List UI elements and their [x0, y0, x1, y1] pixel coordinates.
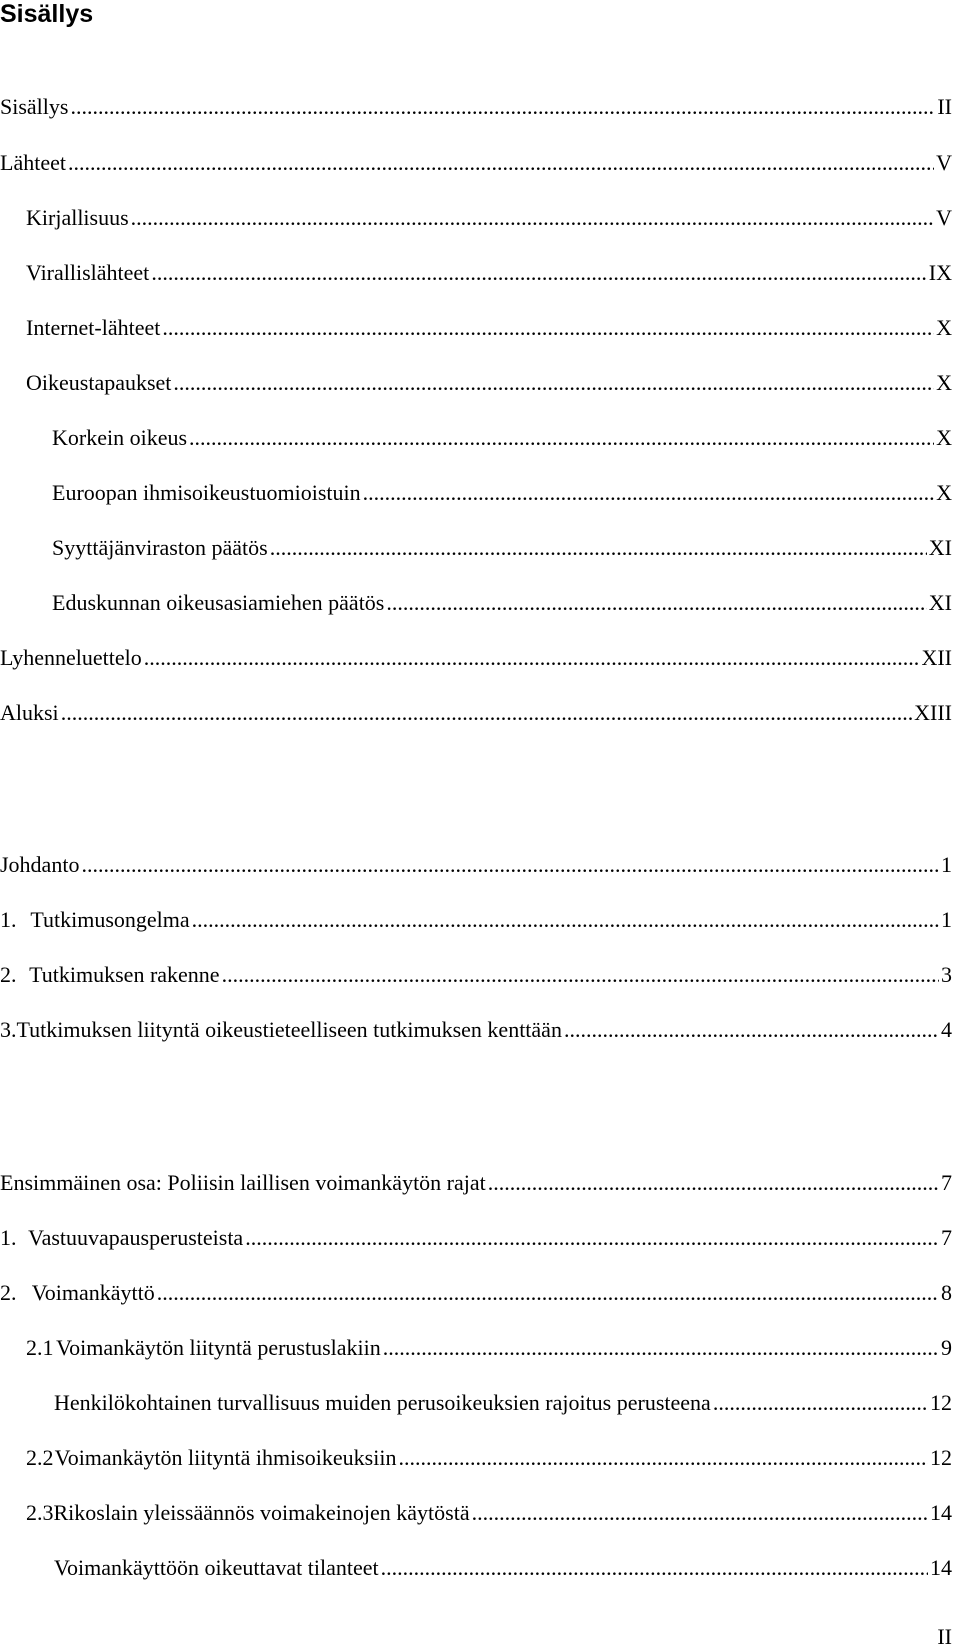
- toc-entry-label: Lähteet: [0, 150, 66, 175]
- toc-entry-label: Aluksi: [0, 700, 59, 725]
- page-number: II: [937, 1624, 952, 1649]
- toc-entry-page: 3: [941, 962, 952, 987]
- toc-entry[interactable]: [52, 478, 952, 508]
- toc-entry-page: XI: [928, 590, 952, 615]
- toc-entry[interactable]: [26, 1333, 952, 1363]
- toc-entry-label: Tutkimuksen rakenne: [29, 962, 220, 987]
- toc-leader-dots: [144, 643, 920, 673]
- toc-leader-dots: [192, 905, 939, 935]
- toc-leader-dots: [245, 1223, 939, 1253]
- toc-leader-dots: [386, 588, 926, 618]
- toc-entry-number: 2.: [0, 962, 17, 987]
- toc-entry-label: Eduskunnan oikeusasiamiehen päätös: [52, 590, 385, 615]
- toc-entry[interactable]: [0, 1223, 952, 1253]
- toc-entry[interactable]: [0, 1168, 952, 1198]
- toc-entry[interactable]: [0, 850, 952, 880]
- toc-entry[interactable]: [26, 313, 952, 343]
- toc-entry[interactable]: [26, 1498, 952, 1528]
- toc-entry[interactable]: [26, 203, 952, 233]
- toc-entry-label: Internet-lähteet: [26, 315, 161, 340]
- toc-leader-dots: [151, 258, 926, 288]
- toc-entry-page: 7: [941, 1170, 952, 1195]
- toc-entry-label: Korkein oikeus: [52, 425, 188, 450]
- toc-entry-label: Voimankäytön liityntä perustuslakiin: [56, 1335, 381, 1360]
- toc-entry-page: II: [937, 94, 952, 119]
- toc-entry[interactable]: [52, 533, 952, 563]
- toc-leader-dots: [222, 960, 939, 990]
- toc-entry-number: 2.1: [26, 1335, 54, 1360]
- toc-entry-number: 2.: [0, 1280, 17, 1305]
- toc-entry-page: 1: [941, 852, 952, 877]
- toc-entry[interactable]: [0, 643, 952, 673]
- toc-entry-label: Voimankäytön liityntä ihmisoikeuksiin: [54, 1445, 397, 1470]
- toc-entry-page: 14: [930, 1500, 952, 1525]
- toc-entry-page: 9: [941, 1335, 952, 1360]
- toc-entry[interactable]: [54, 1388, 952, 1418]
- toc-entry-label: Syyttäjänviraston päätös: [52, 535, 268, 560]
- toc-entry-number: 2.2: [26, 1445, 54, 1470]
- toc-entry-label: Tutkimuksen liityntä oikeustieteelliseen tutkimuksen kenttään: [16, 1017, 562, 1042]
- toc-leader-dots: [81, 850, 939, 880]
- toc-entry-label: Henkilökohtainen turvallisuus muiden perusoikeuksien rajoitus perusteena: [54, 1390, 711, 1415]
- toc-entry-page: X: [936, 480, 952, 505]
- toc-leader-dots: [381, 1553, 928, 1583]
- toc-entry-page: 4: [941, 1017, 952, 1042]
- toc-entry-number: 1.: [0, 1225, 17, 1250]
- toc-entry-label: Oikeustapaukset: [26, 370, 172, 395]
- toc-entry[interactable]: [0, 960, 952, 990]
- toc-entry-label: Rikoslain yleissäännös voimakeinojen käytöstä: [53, 1500, 470, 1525]
- toc-leader-dots: [713, 1388, 928, 1418]
- toc-entry-page: 12: [930, 1390, 952, 1415]
- toc-entry-page: XI: [928, 535, 952, 560]
- toc-entry-page: XIII: [914, 700, 952, 725]
- toc-entry-label: Johdanto: [0, 852, 80, 877]
- toc-leader-dots: [270, 533, 927, 563]
- toc-leader-dots: [472, 1498, 928, 1528]
- toc-leader-dots: [383, 1333, 939, 1363]
- toc-leader-dots: [363, 478, 935, 508]
- toc-entry-label: Euroopan ihmisoikeustuomioistuin: [52, 480, 361, 505]
- toc-entry[interactable]: [0, 1015, 952, 1045]
- toc-entry-page: X: [936, 315, 952, 340]
- toc-entry-page: XII: [921, 645, 952, 670]
- toc-entry-page: 8: [941, 1280, 952, 1305]
- toc-entry-number: 2.3: [26, 1500, 54, 1525]
- toc-entry-page: 12: [930, 1445, 952, 1470]
- toc-entry[interactable]: [26, 258, 952, 288]
- toc-entry-label: Vastuuvapausperusteista: [28, 1225, 244, 1250]
- toc-entry-label: Voimankäyttöön oikeuttavat tilanteet: [54, 1555, 379, 1580]
- toc-leader-dots: [131, 203, 934, 233]
- toc-entry-page: V: [936, 150, 952, 175]
- toc-entry-page: X: [936, 425, 952, 450]
- toc-entry-label: Virallislähteet: [26, 260, 150, 285]
- toc-entry-label: Voimankäyttö: [31, 1280, 155, 1305]
- toc-entry[interactable]: [0, 92, 952, 122]
- toc-leader-dots: [70, 92, 935, 122]
- toc-entry[interactable]: [26, 1443, 952, 1473]
- toc-entry[interactable]: [0, 698, 952, 728]
- toc-leader-dots: [173, 368, 934, 398]
- toc-entry[interactable]: [0, 1278, 952, 1308]
- toc-entry-page: X: [936, 370, 952, 395]
- toc-entry-label: Lyhenneluettelo: [0, 645, 142, 670]
- toc-entry-label: Kirjallisuus: [26, 205, 129, 230]
- toc-leader-dots: [162, 313, 934, 343]
- toc-leader-dots: [488, 1168, 939, 1198]
- toc-leader-dots: [61, 698, 912, 728]
- toc-leader-dots: [68, 148, 934, 178]
- toc-entry-label: Sisällys: [0, 94, 69, 119]
- toc-leader-dots: [189, 423, 934, 453]
- toc-leader-dots: [398, 1443, 928, 1473]
- toc-leader-dots: [157, 1278, 939, 1308]
- toc-entry-page: V: [936, 205, 952, 230]
- toc-entry[interactable]: [26, 368, 952, 398]
- toc-entry-page: 1: [941, 907, 952, 932]
- toc-entry[interactable]: [52, 423, 952, 453]
- toc-entry-label: Tutkimusongelma: [30, 907, 190, 932]
- toc-entry[interactable]: [0, 148, 952, 178]
- page-title: Sisällys: [0, 0, 94, 28]
- toc-entry-number: 3.: [0, 1017, 17, 1042]
- toc-entry[interactable]: [52, 588, 952, 618]
- toc-entry-number: 1.: [0, 907, 17, 932]
- toc-entry-page: IX: [928, 260, 952, 285]
- toc-entry-page: 14: [930, 1555, 952, 1580]
- toc-entry[interactable]: [54, 1553, 952, 1583]
- toc-entry-page: 7: [941, 1225, 952, 1250]
- toc-leader-dots: [564, 1015, 939, 1045]
- toc-entry-label: Ensimmäinen osa: Poliisin laillisen voimankäytön rajat: [0, 1170, 486, 1195]
- toc-entry[interactable]: [0, 905, 952, 935]
